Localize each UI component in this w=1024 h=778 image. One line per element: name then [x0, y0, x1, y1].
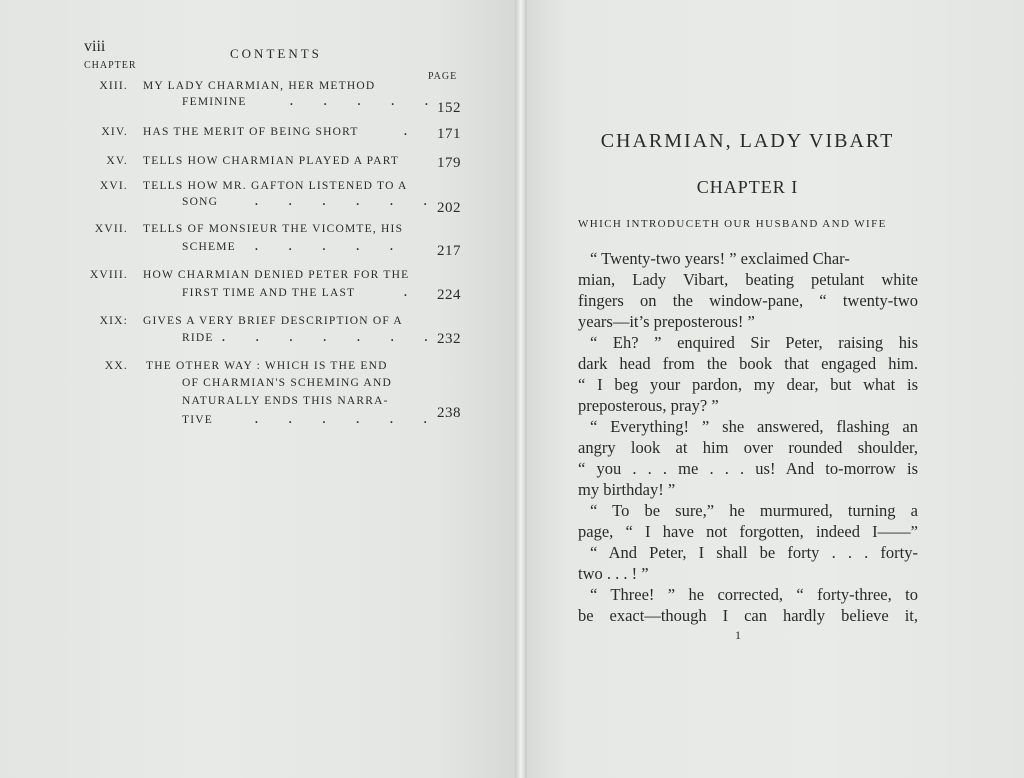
toc-page-number: 179 [437, 155, 461, 171]
toc-leader-dots: . . . . . . . [222, 332, 442, 344]
toc-chapter-title: TELLS HOW CHARMIAN PLAYED A PART [143, 155, 400, 167]
contents-title: CONTENTS [230, 46, 322, 61]
toc-chapter-title-cont: OF CHARMIAN'S SCHEMING AND [182, 377, 392, 389]
toc-chapter-title-cont: SONG [182, 196, 219, 208]
body-text-line: two . . . ! ” [578, 564, 649, 583]
right-folio: 1 [735, 628, 741, 642]
toc-chapter-title: HOW CHARMIAN DENIED PETER FOR THE [143, 269, 410, 281]
body-text-line: page, “ I have not forgotten, indeed I——” [578, 522, 918, 541]
toc-chapter-title-cont: TIVE [182, 414, 213, 426]
toc-chapter-number: XVIII. [89, 269, 128, 281]
toc-leader-dots: . [404, 126, 421, 138]
toc-chapter-number: XVII. [94, 223, 128, 235]
body-text-line: “ To be sure,” he murmured, turning a [590, 501, 918, 520]
book-gutter [515, 0, 527, 778]
body-text-line: “ you . . . me . . . us! And to-morrow is [578, 459, 918, 478]
body-text-line: fingers on the window-pane, “ twenty-two [578, 291, 918, 310]
toc-leader-dots: . . . . . [290, 96, 442, 108]
body-text-line: “ Everything! ” she answered, flashing an [590, 417, 918, 436]
toc-chapter-number: XV. [106, 155, 128, 167]
toc-chapter-title-cont: SCHEME [182, 241, 236, 253]
toc-leader-dots: . . . . . . [255, 196, 441, 208]
body-text-line: my birthday! ” [578, 480, 676, 499]
toc-chapter-title: HAS THE MERIT OF BEING SHORT [143, 126, 359, 138]
book-title: CHARMIAN, LADY VIBART [600, 130, 895, 152]
toc-chapter-number: XIV. [101, 126, 128, 138]
toc-leader-dots: . [404, 287, 421, 299]
toc-chapter-title-cont: RIDE [182, 332, 214, 344]
body-text-line: mian, Lady Vibart, beating petulant white [578, 270, 918, 289]
body-text-line: “ Eh? ” enquired Sir Peter, raising his [590, 333, 918, 352]
left-folio: viii [84, 38, 106, 55]
chapter-column-label: CHAPTER [84, 60, 137, 71]
toc-page-number: 217 [437, 243, 461, 259]
toc-chapter-number: XIII. [99, 80, 128, 92]
chapter-heading: CHAPTER I [696, 177, 799, 197]
body-text-line: be exact—though I can hardly believe it, [578, 606, 918, 625]
toc-chapter-number: XX. [104, 360, 128, 372]
body-text-line: “ Three! ” he corrected, “ forty-three, to [590, 585, 918, 604]
toc-chapter-title: GIVES A VERY BRIEF DESCRIPTION OF A [143, 315, 403, 327]
toc-chapter-title: TELLS OF MONSIEUR THE VICOMTE, HIS [143, 223, 404, 235]
toc-page-number: 152 [437, 100, 461, 116]
body-text-line: years—it’s preposterous! ” [578, 312, 755, 331]
body-text-line: “ I beg your pardon, my dear, but what is [578, 375, 918, 394]
body-text-line: dark head from the book that engaged him. [578, 354, 918, 373]
body-text-line: angry look at him over rounded shoulder, [578, 438, 918, 457]
toc-page-number: 238 [437, 405, 461, 421]
chapter-subtitle: WHICH INTRODUCETH OUR HUSBAND AND WIFE [578, 218, 887, 230]
toc-chapter-title: MY LADY CHARMIAN, HER METHOD [143, 80, 376, 92]
toc-page-number: 232 [437, 331, 461, 347]
toc-page-number: 224 [437, 287, 461, 303]
body-text-line: “ And Peter, I shall be forty . . . forty- [590, 543, 918, 562]
toc-chapter-title: THE OTHER WAY : WHICH IS THE END [146, 360, 388, 372]
toc-page-number: 202 [437, 200, 461, 216]
body-text-line: preposterous, pray? ” [578, 396, 719, 415]
toc-leader-dots: . . . . . . [255, 414, 441, 426]
toc-page-number: 171 [437, 126, 461, 142]
toc-chapter-number: XIX: [99, 315, 128, 327]
toc-chapter-title-cont: FIRST TIME AND THE LAST [182, 287, 356, 299]
toc-chapter-title-cont: FEMININE [182, 96, 247, 108]
toc-chapter-title: TELLS HOW MR. GAFTON LISTENED TO A [143, 180, 408, 192]
page-column-label: PAGE [428, 71, 458, 82]
toc-leader-dots: . . . . . [255, 241, 407, 253]
toc-chapter-title-cont: NATURALLY ENDS THIS NARRA- [182, 395, 389, 407]
toc-chapter-number: XVI. [99, 180, 128, 192]
body-text-line: “ Twenty-two years! ” exclaimed Char- [590, 249, 850, 268]
